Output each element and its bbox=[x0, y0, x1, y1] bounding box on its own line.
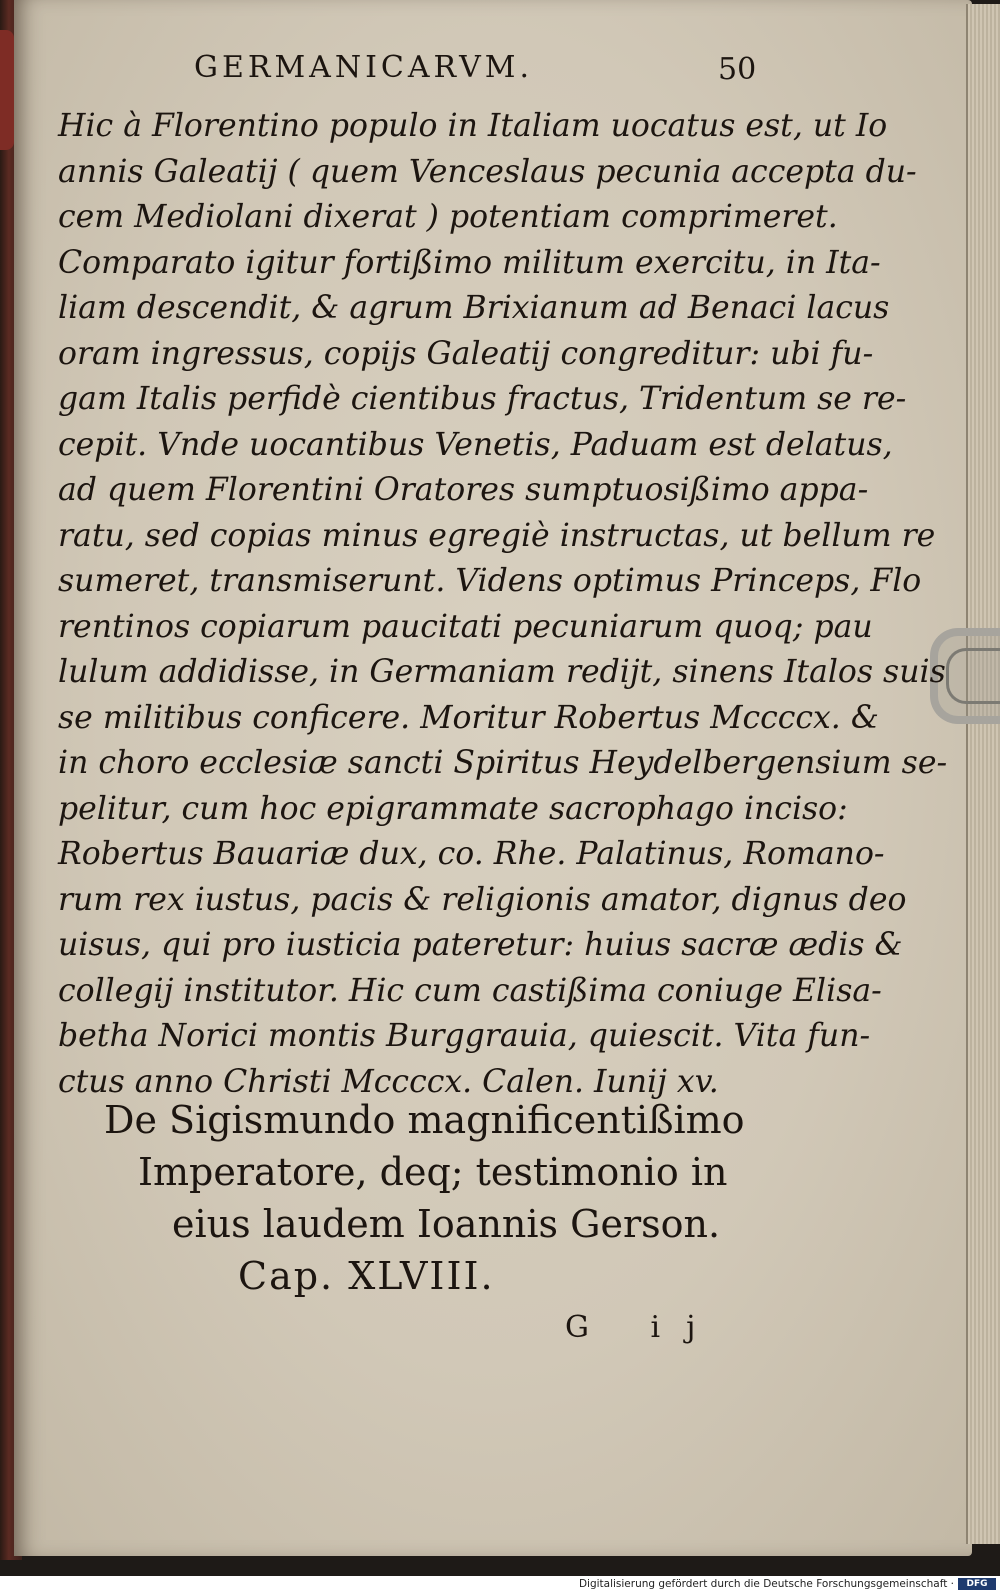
text-line: ratu, sed copias minus egregiè instructas, ut bellum re bbox=[58, 517, 936, 554]
text-line: in choro ecclesiæ sancti Spiritus Heydelbergensium se- bbox=[58, 745, 948, 781]
text-line: annis Galeatij ( quem Venceslaus pecunia accepta du- bbox=[58, 153, 917, 190]
text-line: pelitur, cum hoc epigrammate sacrophago inciso: bbox=[58, 790, 848, 827]
chapter-number: Cap. XLVIII. bbox=[238, 1254, 495, 1298]
chapter-heading bbox=[90, 1094, 780, 1302]
text-line: ad quem Florentini Oratores sumptuosißimo appa- bbox=[58, 472, 869, 508]
text-line: Robertus Bauariæ dux, co. Rhe. Palatinus, Romano- bbox=[58, 836, 885, 872]
page-number: 50 bbox=[718, 52, 757, 87]
running-head: GERMANICARVM. bbox=[194, 50, 533, 85]
text-line: lulum addidisse, in Germaniam redijt, sinens Italos suis bbox=[58, 654, 946, 690]
chapter-heading-line: Imperatore, deq; testimonio in bbox=[138, 1150, 728, 1194]
text-line: sumeret, transmiserunt. Videns optimus Princeps, Flo bbox=[58, 563, 922, 599]
book-clasp-inner bbox=[946, 648, 1000, 704]
text-line: betha Norici montis Burggrauia, quiescit. Vita fun- bbox=[58, 1018, 871, 1054]
text-line: se militibus conficere. Moritur Robertus Mccccx. & bbox=[58, 699, 879, 736]
text-line: rentinos copiarum paucitati pecuniarum quoq; pau bbox=[58, 608, 873, 645]
body-text bbox=[58, 104, 948, 1105]
footer-credit: Digitalisierung gefördert durch die Deutsche Forschungsgemeinschaft · bbox=[578, 1578, 954, 1590]
text-line: oram ingressus, copijs Galeatij congreditur: ubi fu- bbox=[58, 335, 874, 372]
text-line: ctus anno Christi Mccccx. Calen. Iunij xv. bbox=[58, 1063, 719, 1100]
text-line: cepit. Vnde uocantibus Venetis, Paduam est delatus, bbox=[58, 426, 893, 463]
text-line: uisus, qui pro iusticia pateretur: huius sacræ ædis & bbox=[58, 927, 903, 963]
dfg-logo-icon: DFG bbox=[958, 1578, 996, 1590]
text-line: gam Italis perfidè cientibus fractus, Tridentum se re- bbox=[58, 381, 907, 417]
text-line: rum rex iustus, pacis & religionis amator, dignus deo bbox=[58, 881, 907, 918]
text-line: Hic à Florentino populo in Italiam uocatus est, ut Io bbox=[58, 108, 888, 144]
text-line: Comparato igitur fortißimo militum exercitu, in Ita- bbox=[58, 244, 881, 281]
text-line: cem Mediolani dixerat ) potentiam comprimeret. bbox=[58, 199, 838, 235]
chapter-heading-line: De Sigismundo magnificentißimo bbox=[104, 1098, 745, 1142]
chapter-heading-line: eius laudem Ioannis Gerson. bbox=[172, 1202, 721, 1246]
left-binding-tab bbox=[0, 30, 14, 150]
page-edges-stack bbox=[966, 4, 1000, 1544]
text-line: liam descendit, & agrum Brixianum ad Benaci lacus bbox=[58, 290, 890, 326]
signature-mark: G ij bbox=[565, 1310, 722, 1345]
text-line: collegij institutor. Hic cum castißima coniuge Elisa- bbox=[58, 972, 882, 1009]
